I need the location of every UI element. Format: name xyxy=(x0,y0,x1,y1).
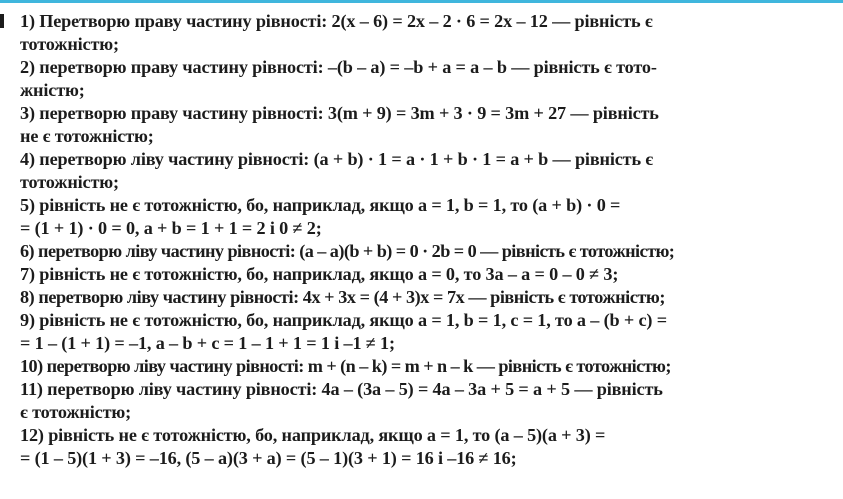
solution-1-line-1: 1) Перетворю праву частину рівності: 2(x – 6) = 2x – 2 · 6 = 2x – 12 — рівність є xyxy=(20,11,653,31)
solution-9-line-1: 9) рівність не є тотожністю, бо, наприклад, якщо a = 1, b = 1, c = 1, то a – (b + c) = xyxy=(20,310,667,330)
solution-10-line: 10) перетворю ліву частину рівності: m + (n – k) = m + n – k — рівність є тотожністю; xyxy=(20,356,671,376)
solution-11-line-1: 11) перетворю ліву частину рівності: 4a – (3a – 5) = 4a – 3a + 5 = a + 5 — рівність xyxy=(20,379,663,399)
solution-11-line-2: є тотожністю; xyxy=(20,402,132,422)
solution-2-line-2: жністю; xyxy=(20,80,85,100)
solution-5-line-1: 5) рівність не є тотожністю, бо, наприклад, якщо a = 1, b = 1, то (a + b) · 0 = xyxy=(20,195,621,215)
solution-4-line-1: 4) перетворю ліву частину рівності: (a + b) · 1 = a · 1 + b · 1 = a + b — рівність є xyxy=(20,149,654,169)
solution-3-line-1: 3) перетворю праву частину рівності: 3(m + 9) = 3m + 3 · 9 = 3m + 27 — рівність xyxy=(20,103,659,123)
top-accent-strip xyxy=(0,0,843,3)
solution-3-line-2: не є тотожністю; xyxy=(20,126,154,146)
solution-8-line: 8) перетворю ліву частину рівності: 4x + 3x = (4 + 3)x = 7x — рівність є тотожністю; xyxy=(20,287,665,307)
solution-5-line-2: = (1 + 1) · 0 = 0, a + b = 1 + 1 = 2 і 0 ≠ 2; xyxy=(20,218,322,238)
left-margin-mark xyxy=(0,14,4,28)
solution-7-line: 7) рівність не є тотожністю, бо, наприклад, якщо a = 0, то 3a – a = 0 – 0 ≠ 3; xyxy=(20,264,619,284)
solution-2-line-1: 2) перетворю праву частину рівності: –(b – a) = –b + a = a – b — рівність є тото- xyxy=(20,57,657,77)
solution-12-line-2: = (1 – 5)(1 + 3) = –16, (5 – a)(3 + a) = (5 – 1)(3 + 1) = 16 і –16 ≠ 16; xyxy=(20,448,517,468)
solution-6-line: 6) перетворю ліву частину рівності: (a – a)(b + b) = 0 · 2b = 0 — рівність є тотожністю; xyxy=(20,241,675,261)
solution-12-line-1: 12) рівність не є тотожністю, бо, наприклад, якщо a = 1, то (a – 5)(a + 3) = xyxy=(20,425,606,445)
solution-1-line-2: тотожністю; xyxy=(20,34,119,54)
solution-4-line-2: тотожністю; xyxy=(20,172,119,192)
solution-9-line-2: = 1 – (1 + 1) = –1, a – b + c = 1 – 1 + 1 = 1 і –1 ≠ 1; xyxy=(20,333,395,353)
